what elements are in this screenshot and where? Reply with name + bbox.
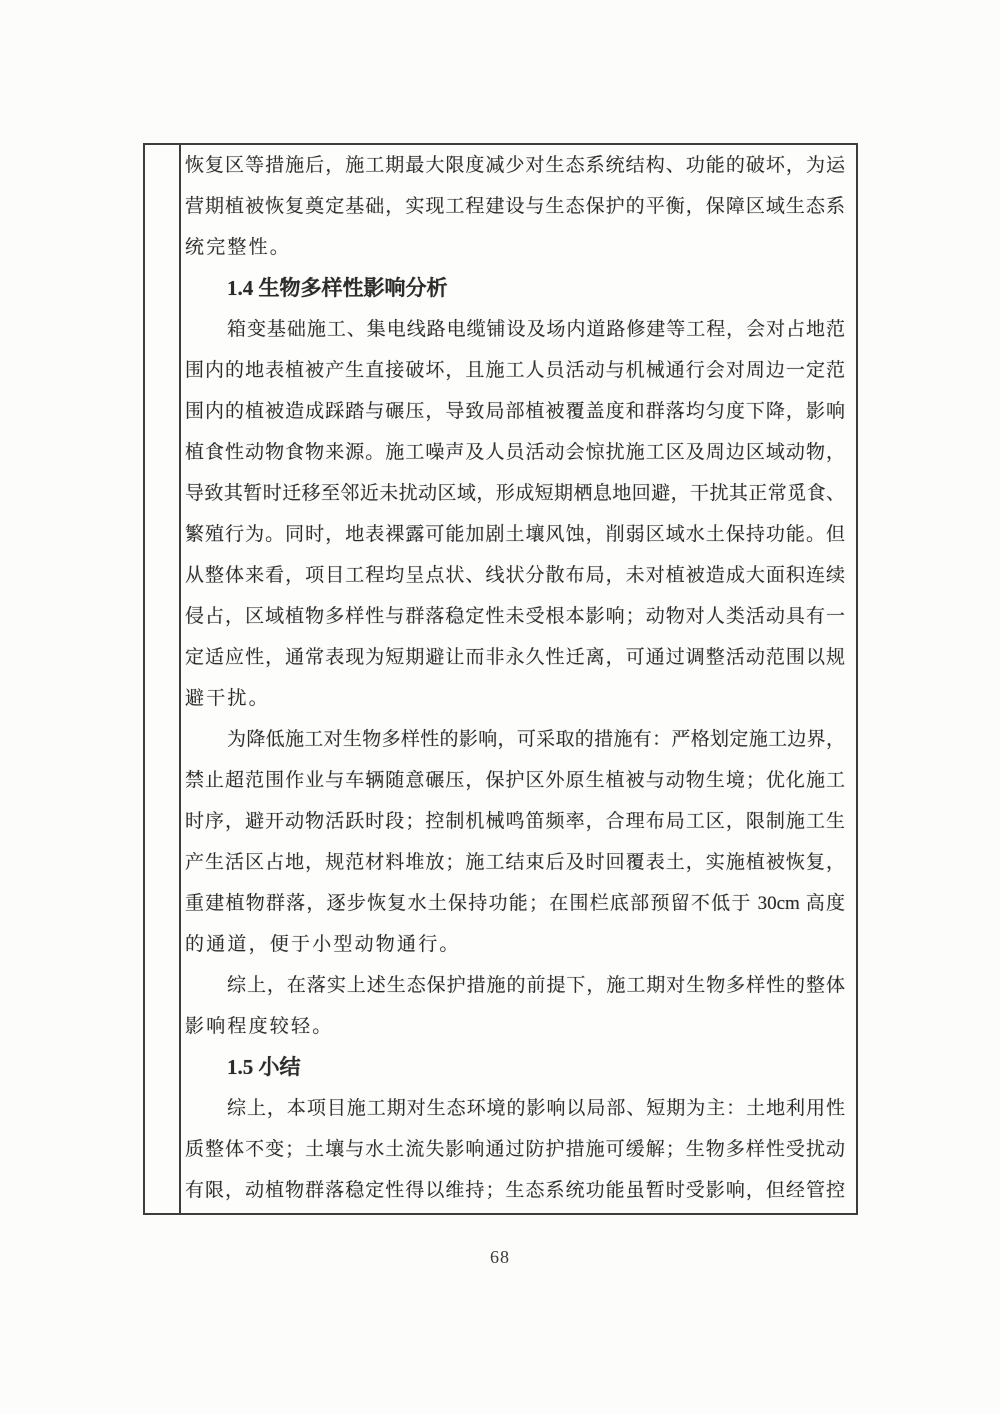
- paragraph: [185, 1088, 856, 1211]
- text-line: 定适应性，通常表现为短期避让而非永久性迁离，可通过调整活动范围以规: [185, 647, 845, 668]
- text-line: 为降低施工对生物多样性的影响，可采取的措施有：严格划定施工边界，: [227, 729, 845, 750]
- text-line: 导致其暂时迁移至邻近未扰动区域，形成短期栖息地回避，干扰其正常觅食、: [185, 483, 845, 504]
- section-heading: 1.4 生物多样性影响分析: [227, 276, 448, 300]
- text-line: 综上，在落实上述生态保护措施的前提下，施工期对生物多样性的整体: [227, 975, 845, 996]
- content-cell: [181, 145, 856, 1213]
- section-heading: 1.5 小结: [227, 1055, 301, 1079]
- text-line: 植食性动物食物来源。施工噪声及人员活动会惊扰施工区及周边区域动物，: [185, 442, 845, 463]
- paragraph: [185, 145, 856, 268]
- text-line: 箱变基础施工、集电线路电缆铺设及场内道路修建等工程，会对占地范: [227, 319, 845, 340]
- paragraph: [185, 309, 856, 719]
- text-line: 避干扰。: [185, 688, 270, 709]
- text-line: 围内的地表植被产生直接破坏，且施工人员活动与机械通行会对周边一定范: [185, 360, 845, 381]
- text-line: 质整体不变；土壤与水土流失影响通过防护措施可缓解；生物多样性受扰动: [185, 1139, 845, 1160]
- text-line: 恢复区等措施后，施工期最大限度减少对生态系统结构、功能的破坏，为运: [185, 155, 845, 176]
- text-line: 有限，动植物群落稳定性得以维持；生态系统功能虽暂时受影响，但经管控: [185, 1180, 845, 1201]
- content-table: [143, 143, 858, 1215]
- text-line: 的通道，便于小型动物通行。: [185, 934, 461, 955]
- text-line: 综上，本项目施工期对生态环境的影响以局部、短期为主：土地利用性: [227, 1098, 845, 1119]
- text-line: 营期植被恢复奠定基础，实现工程建设与生态保护的平衡，保障区域生态系: [185, 196, 845, 217]
- text-line: 重建植物群落，逐步恢复水土保持功能；在围栏底部预留不低于 30cm 高度: [185, 893, 845, 914]
- text-line: 时序，避开动物活跃时段；控制机械鸣笛频率，合理布局工区，限制施工生: [185, 811, 845, 832]
- text-line: 产生活区占地，规范材料堆放；施工结束后及时回覆表土，实施植被恢复，: [185, 852, 845, 873]
- text-line: 影响程度较轻。: [185, 1016, 334, 1037]
- text-line: 统完整性。: [185, 237, 292, 258]
- text-line: 侵占，区域植物多样性与群落稳定性未受根本影响；动物对人类活动具有一: [185, 606, 845, 627]
- table-stub-column: [145, 145, 181, 1213]
- text-line: 繁殖行为。同时，地表裸露可能加剧土壤风蚀，削弱区域水土保持功能。但: [185, 524, 845, 545]
- page-number: 68: [490, 1247, 510, 1267]
- text-line: 禁止超范围作业与车辆随意碾压，保护区外原生植被与动物生境；优化施工: [185, 770, 845, 791]
- paragraph: [185, 965, 856, 1047]
- text-line: 从整体来看，项目工程均呈点状、线状分散布局，未对植被造成大面积连续: [185, 565, 845, 586]
- paragraph: [185, 719, 856, 965]
- text-line: 围内的植被造成踩踏与碾压，导致局部植被覆盖度和群落均匀度下降，影响: [185, 401, 845, 422]
